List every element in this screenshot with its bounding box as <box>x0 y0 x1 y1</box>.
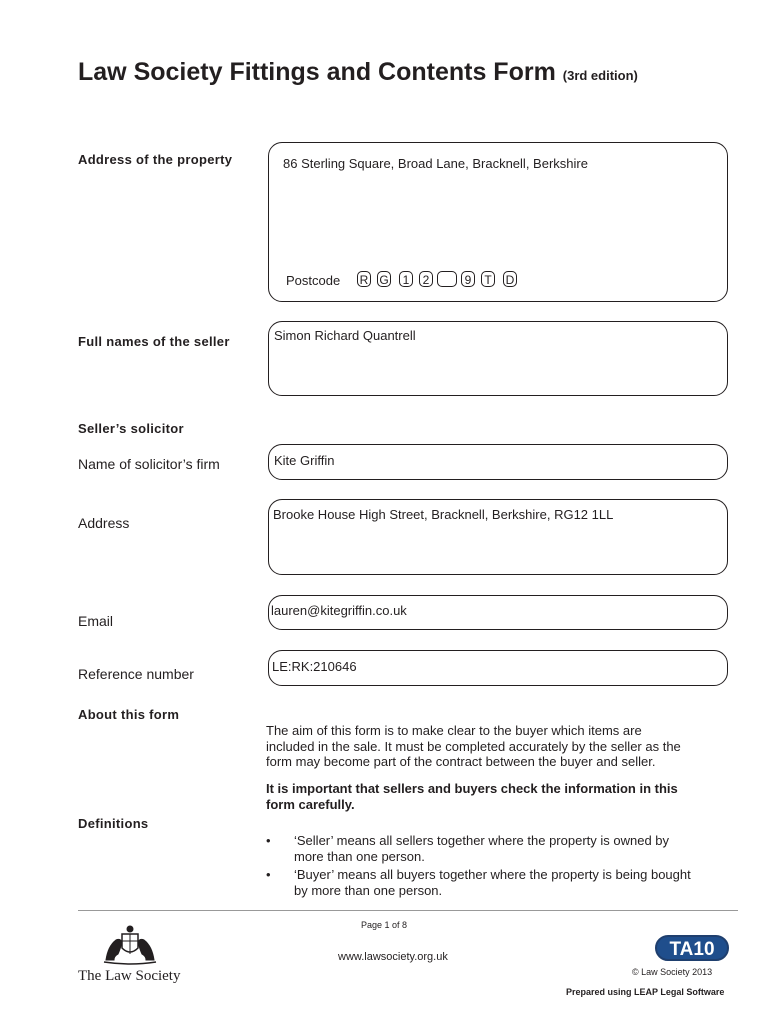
important-line: form carefully. <box>266 796 355 812</box>
postcode-char-box[interactable]: D <box>503 271 517 287</box>
postcode-char-box[interactable]: 1 <box>399 271 413 287</box>
solicitor-firm-label: Name of solicitor’s firm <box>78 456 220 472</box>
definition-line: ‘Seller’ means all sellers together where the property is owned by <box>294 833 670 848</box>
postcode-char-box[interactable]: G <box>377 271 391 287</box>
important-notice <box>266 781 736 812</box>
footer-divider <box>78 910 738 911</box>
postcode-char-box[interactable]: 9 <box>461 271 475 287</box>
definition-item <box>266 833 736 865</box>
about-heading: About this form <box>78 707 180 722</box>
reference-number-label: Reference number <box>78 666 194 682</box>
bullet-icon: • <box>266 867 271 882</box>
bullet-icon: • <box>266 833 271 848</box>
about-line: included in the sale. It must be completed accurately by the seller as the <box>266 738 681 754</box>
postcode-char-box[interactable]: T <box>481 271 495 287</box>
prepared-by-notice: Prepared using LEAP Legal Software <box>566 987 725 997</box>
page-number: Page 1 of 8 <box>360 920 408 930</box>
about-line: The aim of this form is to make clear to the buyer which items are <box>266 723 642 738</box>
postcode-char-box[interactable]: R <box>357 271 371 287</box>
website-link[interactable]: www.lawsociety.org.uk <box>338 951 448 963</box>
definition-line: more than one person. <box>294 848 425 864</box>
reference-number-value: LE:RK:210646 <box>272 659 357 674</box>
definition-item <box>266 867 736 899</box>
solicitor-email-label: Email <box>78 613 114 629</box>
about-line: form may become part of the contract between the buyer and seller. <box>266 754 656 769</box>
definition-line: by more than one person. <box>294 882 443 898</box>
form-title: Law Society Fittings and Contents Form <box>78 58 556 86</box>
seller-names-value: Simon Richard Quantrell <box>274 328 416 343</box>
important-line: It is important that sellers and buyers check the information in this <box>266 781 678 796</box>
property-address-label: Address of the property <box>78 152 233 167</box>
form-edition: (3rd edition) <box>562 68 638 83</box>
seller-names-label: Full names of the seller <box>78 334 230 349</box>
definitions-heading: Definitions <box>78 816 149 831</box>
property-address-value: 86 Sterling Square, Broad Lane, Bracknell, Berkshire <box>283 156 588 171</box>
form-code-badge: TA10 <box>655 935 729 961</box>
law-society-crest-icon <box>100 924 160 966</box>
postcode-char-box[interactable]: 2 <box>419 271 433 287</box>
definition-line: ‘Buyer’ means all buyers together where the property is being bought <box>294 867 691 882</box>
solicitor-email-value: lauren@kitegriffin.co.uk <box>271 603 407 618</box>
solicitor-firm-field[interactable] <box>268 444 728 480</box>
postcode-char-box[interactable] <box>437 271 457 287</box>
solicitor-address-label: Address <box>78 515 130 531</box>
law-society-name: The Law Society <box>78 968 181 984</box>
postcode-label: Postcode <box>286 273 341 288</box>
about-paragraph <box>266 723 736 770</box>
solicitor-firm-value: Kite Griffin <box>274 453 335 468</box>
solicitor-address-value: Brooke House High Street, Bracknell, Berkshire, RG12 1LL <box>273 507 614 522</box>
solicitor-heading: Seller’s solicitor <box>78 421 184 436</box>
copyright-notice: © Law Society 2013 <box>632 967 713 977</box>
page-title <box>78 58 638 87</box>
